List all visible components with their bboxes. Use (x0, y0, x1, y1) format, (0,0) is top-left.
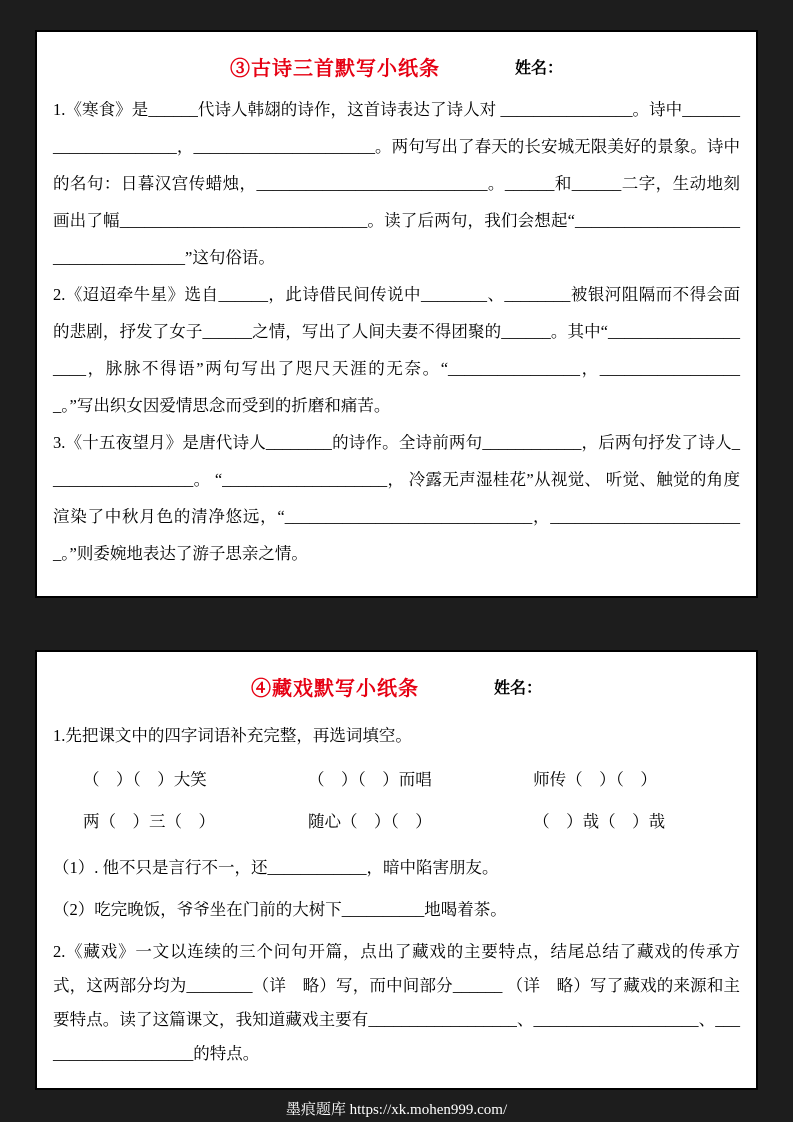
opera-name-label: 姓名： (493, 680, 542, 697)
opera-panel-title: ④藏戏默写小纸条 (250, 678, 419, 700)
opera-panel-header (53, 660, 740, 711)
poems-panel-title: ③古诗三首默写小纸条 (229, 58, 440, 80)
footer-credit: 墨痕题库 https://xk.mohen999.com/ (285, 1102, 508, 1118)
word-fill-item: 两（ ）三（ ） (83, 812, 215, 831)
opera-question-2: 2.《藏戏》一文以连续的三个问句开篇，点出了藏戏的主要特点，结尾总结了藏戏的传承方式，这两部分均为________（详 略）写，而中间部分______ （详 略）写了藏戏的来源和主要特点。读了这篇课文，我知道藏戏主要有__________________、____________________、____________________的特点。 (53, 942, 740, 1063)
opera-sub-question-2: （2）吃完晚饭，爷爷坐在门前的大树下__________地喝着茶。 (53, 900, 507, 919)
word-fill-item: （ ）哉（ ）哉 (533, 812, 666, 831)
poem-question-shiwuye-wangyue: 3.《十五夜望月》是唐代诗人________的诗作。全诗前两句____________，后两句抒发了诗人__________________。 “____________________， 冷露无声湿桂花”从视觉、 听觉、触觉的角度渲染了中秋月色的清净悠远，“______________________________，________________________。”则委婉地表达了游子思亲之情。 (53, 433, 740, 563)
poem-question-tiaotiao-qianniuxing: 2.《迢迢牵牛星》选自______，此诗借民间传说中________、________被银河阻隔而不得会面的悲剧，抒发了女子______之情，写出了人间夫妻不得团聚的______。其中“____________________，脉脉不得语”两句写出了咫尺天涯的无奈。“________________，__________________。”写出织女因爱情思念而受到的折磨和痛苦。 (53, 285, 740, 415)
word-fill-item: 随心（ ）（ ） (308, 812, 432, 831)
opera-q1-intro: 1.先把课文中的四字词语补充完整，再选词填空。 (53, 726, 412, 745)
tibetan-opera-panel (35, 650, 758, 1090)
word-fill-item: 师传（ ）（ ） (533, 770, 657, 789)
word-fill-grid (53, 753, 740, 843)
word-fill-item: （ ）（ ）而唱 (308, 770, 432, 789)
word-fill-item: （ ）（ ）大笑 (83, 770, 207, 789)
poems-panel-header (53, 40, 740, 91)
poems-name-label: 姓名： (514, 60, 563, 77)
opera-sub-question-1: （1）. 他不只是言行不一，还____________，暗中陷害朋友。 (53, 858, 499, 877)
poem-question-hanshi: 1.《寒食》是______代诗人韩翃的诗作，这首诗表达了诗人对 ________________。诗中______________________，______________________。两句写出了春天的长安城无限美好的景象。诗中的名句：日暮汉宫传蜡烛，____________________________。______和______二字，生动地刻画出了幅______________________________。读了后两句，我们会想起“____________________________________”这句俗语。 (53, 100, 740, 267)
poems-panel (35, 30, 758, 598)
